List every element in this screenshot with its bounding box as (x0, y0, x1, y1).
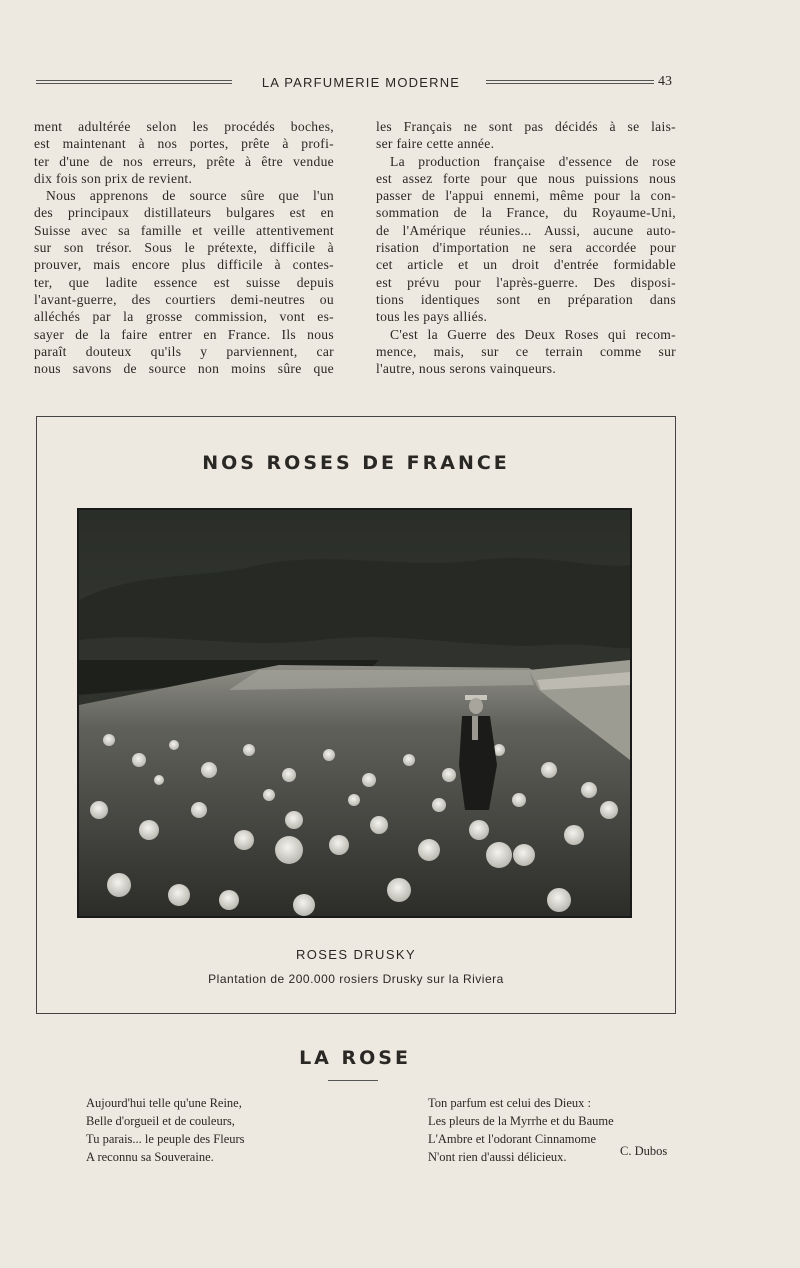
text-line: est maintenant à nos portes, prête à profi- (34, 136, 334, 152)
text-line: paraît douteux qu'ils y parviennent, car (34, 343, 334, 359)
header-rule-right (486, 80, 654, 84)
text-line: sommation de la France, du Royaume-Uni, (376, 205, 676, 221)
right-text-column (376, 118, 676, 377)
text-line: ter d'une de nos erreurs, prête à être vendue (34, 153, 334, 169)
text-line: C'est la Guerre des Deux Roses qui recom- (390, 326, 676, 342)
poem-line: Tu parais... le peuple des Fleurs (86, 1132, 245, 1146)
page-number: 43 (658, 74, 672, 89)
text-line: prouver, mais encore plus difficile à contes- (34, 257, 334, 273)
text-line: des principaux distillateurs bulgares est en (34, 205, 334, 221)
text-line: passer de l'appui ennemi, même pour la con- (376, 188, 676, 204)
figure-title: NOS ROSES DE FRANCE (202, 452, 510, 474)
text-line: Nous apprenons de source sûre que l'un (46, 188, 334, 204)
poem-title-underline (328, 1080, 378, 1081)
figure-caption-text: Plantation de 200.000 rosiers Drusky sur la Riviera (208, 972, 504, 986)
poem-line: A reconnu sa Souveraine. (86, 1150, 214, 1164)
text-line: Suisse avec sa famille et veille attentivement (34, 222, 334, 238)
text-line: La production française d'essence de rose (390, 153, 676, 169)
figure-caption-title: ROSES DRUSKY (295, 947, 417, 962)
poem-author: C. Dubos (620, 1144, 668, 1158)
poem-title: LA ROSE (299, 1047, 411, 1069)
rose-field-photo (77, 508, 632, 918)
text-line: tous les pays alliés. (376, 309, 488, 325)
text-line: cet article et un droit d'entrée formidable (376, 257, 676, 273)
text-line: ser faire cette année. (376, 136, 495, 152)
poem-right-stanza (428, 1094, 614, 1166)
text-line: sur son trésor. Sous le prétexte, difficile à (34, 240, 334, 256)
poem-line: Aujourd'hui telle qu'une Reine, (86, 1096, 242, 1110)
text-line: est assez forte pour que nous puissions nous (376, 170, 676, 186)
text-line: nous savons de source non moins sûre que (34, 361, 334, 377)
text-line: ter, que ladite essence est suisse depuis (34, 274, 334, 290)
rose-field-illustration (79, 510, 630, 916)
text-line: mence, mais, sur ce terrain comme sur (376, 343, 676, 359)
text-line: l'autre, nous serons vainqueurs. (376, 361, 557, 377)
text-line: dix fois son prix de revient. (34, 170, 193, 186)
text-line: risation d'importation ne sera accordée pour (376, 240, 676, 256)
text-line: sayer de la faire entrer en France. Ils nous (34, 326, 334, 342)
text-line: les Français ne sont pas décidés à se lais- (376, 119, 676, 134)
left-text-column (34, 118, 334, 377)
text-line: l'avant-guerre, des courtiers demi-neutres ou (34, 291, 334, 307)
text-line: tions identiques sont en préparation dans (376, 291, 676, 307)
poem-line: L'Ambre et l'odorant Cinnamome (428, 1132, 597, 1146)
poem-line: N'ont rien d'aussi délicieux. (428, 1150, 567, 1164)
header-rule-left (36, 80, 232, 84)
text-line: est prévu pour l'après-guerre. Des disposi- (376, 274, 676, 290)
text-line: ment adultérée selon les procédés boches, (34, 119, 334, 134)
poem-left-stanza (86, 1094, 245, 1166)
text-line: de l'Amérique réunies... Aussi, aucune auto- (376, 222, 676, 238)
poem-line: Les pleurs de la Myrrhe et du Baume (428, 1114, 614, 1128)
poem-line: Ton parfum est celui des Dieux : (428, 1096, 591, 1110)
text-line: alléchés par la grosse commission, vont es- (34, 309, 334, 325)
running-header-title: LA PARFUMERIE MODERNE (261, 75, 461, 90)
poem-line: Belle d'orgueil et de couleurs, (86, 1114, 235, 1128)
